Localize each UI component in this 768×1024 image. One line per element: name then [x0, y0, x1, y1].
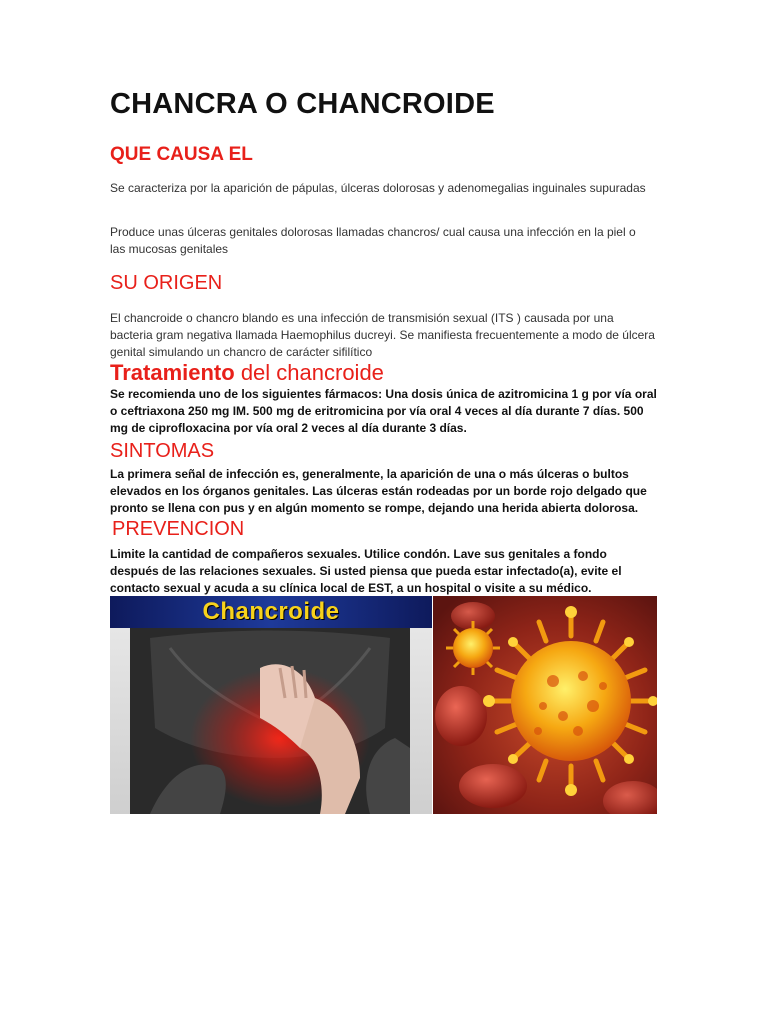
section-heading-causa: QUE CAUSA EL — [110, 144, 253, 165]
paragraph-causa-1: Se caracteriza por la aparición de pápulas, úlceras dolorosas y adenomegalias inguinales supuradas — [110, 181, 646, 195]
paragraph-sintomas: La primera señal de infección es, generalmente, la aparición de una o más úlceras o bultos elevados en los órganos genitales. Las úlceras están rodeadas por un borde rojo delgado que pronto se llena con pus y en algún momento se rompe, dejando una herida abierta dolorosa. — [110, 467, 647, 515]
section-heading-origen: SU ORIGEN — [110, 272, 223, 294]
section-heading-tratamiento — [110, 360, 384, 386]
bacteria-illustration-image — [433, 596, 657, 814]
paragraph-tratamiento: Se recomienda uno de los siguientes fármacos: Una dosis única de azitromicina 1 g por vía oral o ceftriaxona 250 mg IM. 500 mg de eritromicina por vía oral 4 veces al día durante 7 días. 500 mg de ciprofloxacina por vía oral 2 veces al día durante 3 días. — [110, 387, 657, 435]
virus-figure — [433, 596, 657, 814]
pelvic-pain-figure — [110, 628, 432, 814]
image-banner-text: Chancroide — [202, 598, 340, 625]
paragraph-causa-2: Produce unas úlceras genitales dolorosas llamadas chancros/ cual causa una infección en la piel o las mucosas genitales — [110, 225, 636, 256]
paragraph-origen: El chancroide o chancro blando es una infección de transmisión sexual (ITS ) causada por una bacteria gram negativa llamada Haemophilus ducreyi. Se manifiesta frecuentemente a modo de úlcera genital simulando un chancro de carácter sifilítico — [110, 311, 655, 359]
section-heading-prevencion: PREVENCION — [112, 518, 245, 540]
heading-tratamiento-bold: Tratamiento — [110, 360, 235, 385]
section-heading-sintomas: SINTOMAS — [110, 440, 215, 462]
page-title: CHANCRA O CHANCROIDE — [110, 88, 495, 120]
heading-tratamiento-rest: del chancroide — [234, 360, 384, 385]
chancroide-illustration-image — [110, 596, 432, 814]
paragraph-prevencion: Limite la cantidad de compañeros sexuales. Utilice condón. Lave sus genitales a fondo después de las relaciones sexuales. Si usted piensa que pueda estar infectado(a), evite el contacto sexual y acuda a su clínica local de EST, a un hospital o visite a su médico. — [110, 547, 622, 595]
small-virus-shape — [446, 621, 500, 675]
